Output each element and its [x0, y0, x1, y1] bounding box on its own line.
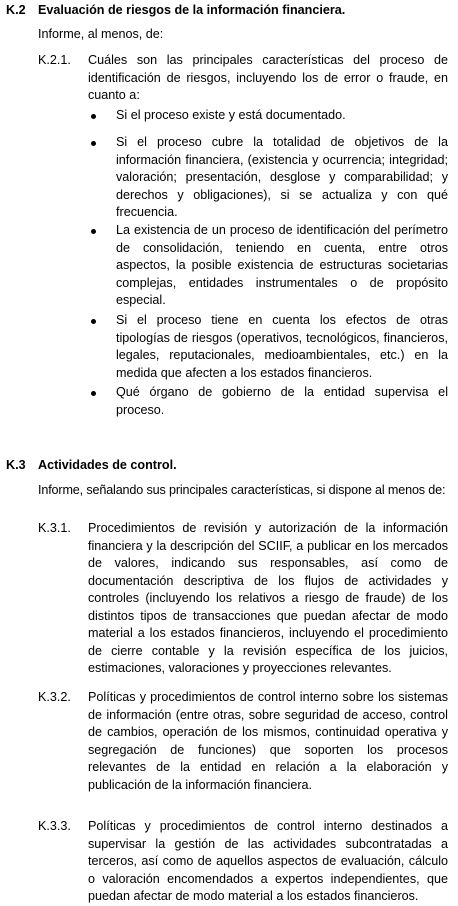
bullet-text: Si el proceso cubre la totalidad de objetivos de la información financiera, (existencia y ocurrencia; integridad; valoración; presentación, desglose y comparabilidad; y derechos y obligaciones), si se actualiza y con qué frecuencia.	[116, 135, 448, 219]
bullet-icon	[91, 141, 96, 146]
bullet-text: Si el proceso existe y está documentado.	[116, 108, 346, 122]
bullet-icon	[91, 114, 96, 119]
item-text: Procedimientos de revisión y autorización de la información financiera y la descripción del SCIIF, a publicar en los mercados de valores, indicando sus responsables, así como de documentación descriptiva de los flujos de actividades y controles (incluyendo los relativos a riesgo de fraude) de los distintos tipos de transacciones que puedan afectar de modo material a los estados financieros, incluyendo el procedimiento de cierre contable y la revisión específica de los juicios, estimaciones, valoraciones y proyecciones relevantes.	[88, 521, 448, 675]
bullet-icon	[91, 229, 96, 234]
item-text: Cuáles son las principales características del proceso de identificación de riesgos, incluyendo los de error o fraude, en cuanto a:	[88, 53, 448, 102]
item-text: Políticas y procedimientos de control interno sobre los sistemas de información (entre otras, sobre seguridad de acceso, control de cambios, operación de los mismos, continuidad operativa y segregación de funciones) que soporten los procesos relevantes de la entidad en relación a la elaboración y publicación de la información financiera.	[88, 690, 448, 792]
bullet-text: Qué órgano de gobierno de la entidad supervisa el proceso.	[116, 385, 448, 417]
section-intro: Informe, señalando sus principales características, si dispone al menos de:	[38, 483, 446, 497]
bullet-icon	[91, 319, 96, 324]
section-number: K.3	[6, 458, 26, 472]
section-title: Evaluación de riesgos de la información financiera.	[38, 3, 346, 17]
bullet-text: Si el proceso tiene en cuenta los efectos de otras tipologías de riesgos (operativos, tecnológicos, financieros, legales, reputacionales, medioambientales, etc.) en la medida que afecten a los estados financieros.	[116, 313, 448, 380]
section-intro: Informe, al menos, de:	[38, 27, 164, 41]
item-number: K.2.1.	[38, 53, 71, 67]
item-text: Políticas y procedimientos de control interno destinados a supervisar la gestión de las actividades subcontratadas a terceros, así como de aquellos aspectos de evaluación, cálculo o valoración encomendados a expertos independientes, que puedan afectar de modo material a los estados financieros.	[88, 819, 448, 903]
bullet-text: La existencia de un proceso de identificación del perímetro de consolidación, teniendo en cuenta, entre otros aspectos, la posible existencia de estructuras societarias complejas, entidades instrumentales o de propósito especial.	[116, 223, 448, 307]
bullet-icon	[91, 391, 96, 396]
item-number: K.3.1.	[38, 521, 71, 535]
section-title: Actividades de control.	[38, 458, 177, 472]
item-number: K.3.2.	[38, 690, 71, 704]
section-number: K.2	[6, 3, 26, 17]
item-number: K.3.3.	[38, 819, 71, 833]
